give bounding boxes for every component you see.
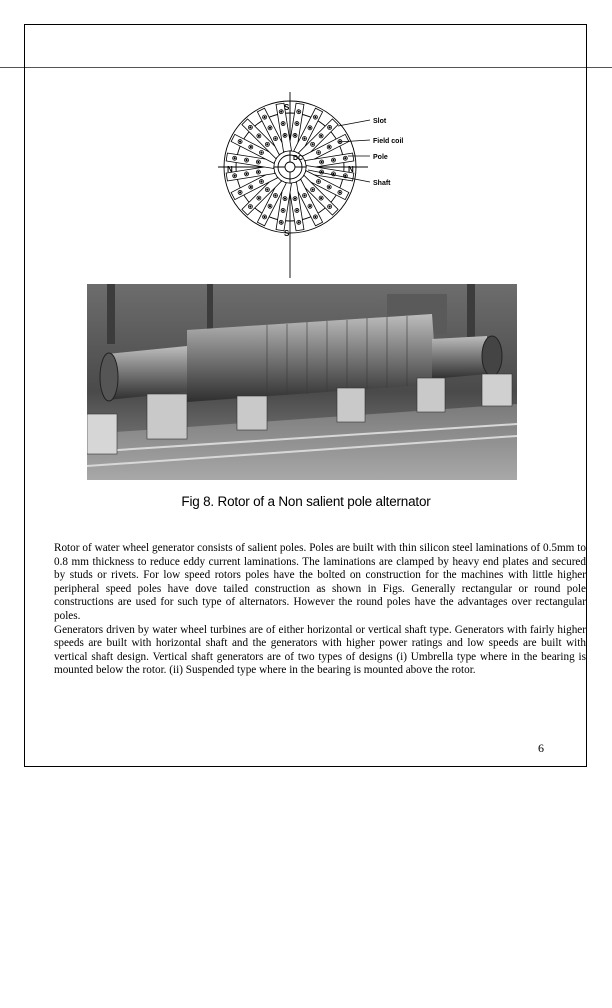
pole-letter-top: S bbox=[284, 103, 290, 112]
pole-letter-left: N bbox=[227, 165, 233, 174]
slot-label: Slot bbox=[373, 118, 387, 125]
pole-letter-bottom: S bbox=[284, 229, 290, 238]
paragraph-2: Generators driven by water wheel turbines are of either horizontal or vertical shaft type. Generators with fairly higher speeds are built with horizontal shaft and the generators with higher power ratings and low speeds are built with vertical shaft design. Vertical shaft generators are of two types of designs (i) Umbrella type where in the bearing is mounted below the rotor. (ii) Suspended type where in the bearing is mounted above the rotor. bbox=[54, 623, 586, 677]
field-coil-label: Field coil bbox=[373, 138, 404, 145]
shaft-label: Shaft bbox=[373, 180, 391, 187]
body-text bbox=[54, 542, 586, 678]
figure-caption: Fig 8. Rotor of a Non salient pole alternator bbox=[181, 494, 431, 509]
pole-letter-right: N bbox=[348, 165, 354, 174]
rotor-cross-section-diagram bbox=[218, 92, 438, 278]
paragraph-1: Rotor of water wheel generator consists of salient poles. Poles are built with thin silicon steel laminations of 0.5mm to 0.8 mm thickness to reduce eddy current laminations. The laminations are clamped by heavy end plates and secured by studs or rivets. For low speed rotors poles have the bolted on construction for the machines with little higher peripheral speed poles have dove tailed construction as shown in Figs. Generally rectangular or round pole constructions are used for such type of alternators. However the round poles have the advantages over rectangular poles. bbox=[54, 542, 586, 622]
page-number: 6 bbox=[538, 741, 544, 755]
dc-label: DC bbox=[293, 155, 304, 162]
rotor-photograph bbox=[87, 284, 517, 480]
pole-label: Pole bbox=[373, 154, 388, 161]
